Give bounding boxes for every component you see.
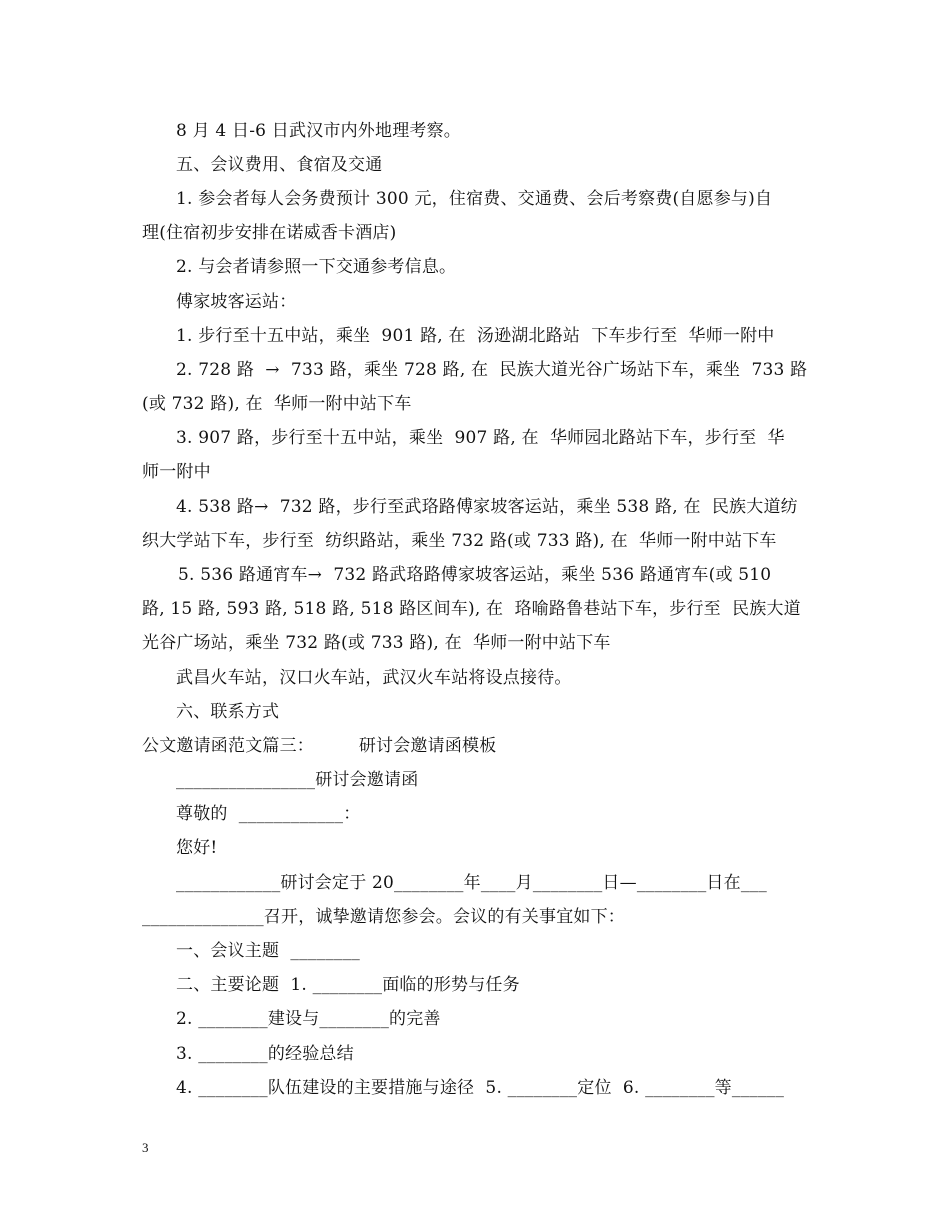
text-line: ____________研讨会定于 20________年____月________日—________日在___ xyxy=(176,873,767,893)
text-line: 理(住宿初步安排在诺威香卡酒店) xyxy=(142,223,397,243)
text-line: (或 732 路), 在 华师一附中站下车 xyxy=(142,394,412,414)
text-line: 织大学站下车，步行至 纺织路站，乘坐 732 路(或 733 路), 在 华师一附中站下车 xyxy=(142,531,777,551)
text-line: 3. ________的经验总结 xyxy=(176,1044,354,1064)
text-line: 光谷广场站，乘坐 732 路(或 733 路), 在 华师一附中站下车 xyxy=(142,633,611,653)
text-line: 2. 与会者请参照一下交通参考信息。 xyxy=(176,257,457,277)
section-heading: 六、联系方式 xyxy=(176,702,280,722)
section-heading: 五、会议费用、食宿及交通 xyxy=(176,155,383,175)
section-heading: 一、会议主题 ________ xyxy=(176,941,361,961)
text-line: 3. 907 路，步行至十五中站，乘坐 907 路, 在 华师园北路站下车，步行至 华 xyxy=(176,428,785,448)
text-line: 1. 参会者每人会务费预计 300 元，住宿费、交通费、会后考察费(自愿参与)自 xyxy=(176,189,773,209)
greeting: 您好! xyxy=(176,838,218,858)
text-line: 师一附中 xyxy=(142,462,211,482)
text-line: 4. 538 路→ 732 路，步行至武珞路傅家坡客运站，乘坐 538 路, 在 民族大道纺 xyxy=(176,497,798,517)
article-title: 公文邀请函范文篇三： 研讨会邀请函模板 xyxy=(142,736,497,756)
section-heading: 二、主要论题 1. ________面临的形势与任务 xyxy=(176,975,520,995)
text-line: 1. 步行至十五中站，乘坐 901 路, 在 汤逊湖北路站 下车步行至 华师一附中 xyxy=(176,326,775,346)
text-line: 4. ________队伍建设的主要措施与途径 5. ________定位 6. ________等______ xyxy=(176,1078,785,1098)
text-line: 武昌火车站，汉口火车站，武汉火车站将设点接待。 xyxy=(176,668,572,688)
letter-title: ________________研讨会邀请函 xyxy=(176,770,419,790)
text-line: 路, 15 路, 593 路, 518 路, 518 路区间车), 在 珞喻路鲁巷站下车，步行至 民族大道 xyxy=(142,599,801,619)
text-line: 5. 536 路通宵车→ 732 路武珞路傅家坡客运站，乘坐 536 路通宵车(或 510 xyxy=(178,565,772,585)
text-line: 傅家坡客运站： xyxy=(176,292,297,312)
text-line: 2. 728 路 → 733 路，乘坐 728 路, 在 民族大道光谷广场站下车，乘坐 733 路 xyxy=(176,360,808,380)
page-number: 3 xyxy=(142,1140,149,1155)
salutation: 尊敬的 ____________： xyxy=(176,804,361,824)
text-line: 8 月 4 日-6 日武汉市内外地理考察。 xyxy=(176,121,462,141)
text-line: ______________召开，诚挚邀请您参会。会议的有关事宜如下： xyxy=(142,907,625,927)
text-line: 2. ________建设与________的完善 xyxy=(176,1009,441,1029)
